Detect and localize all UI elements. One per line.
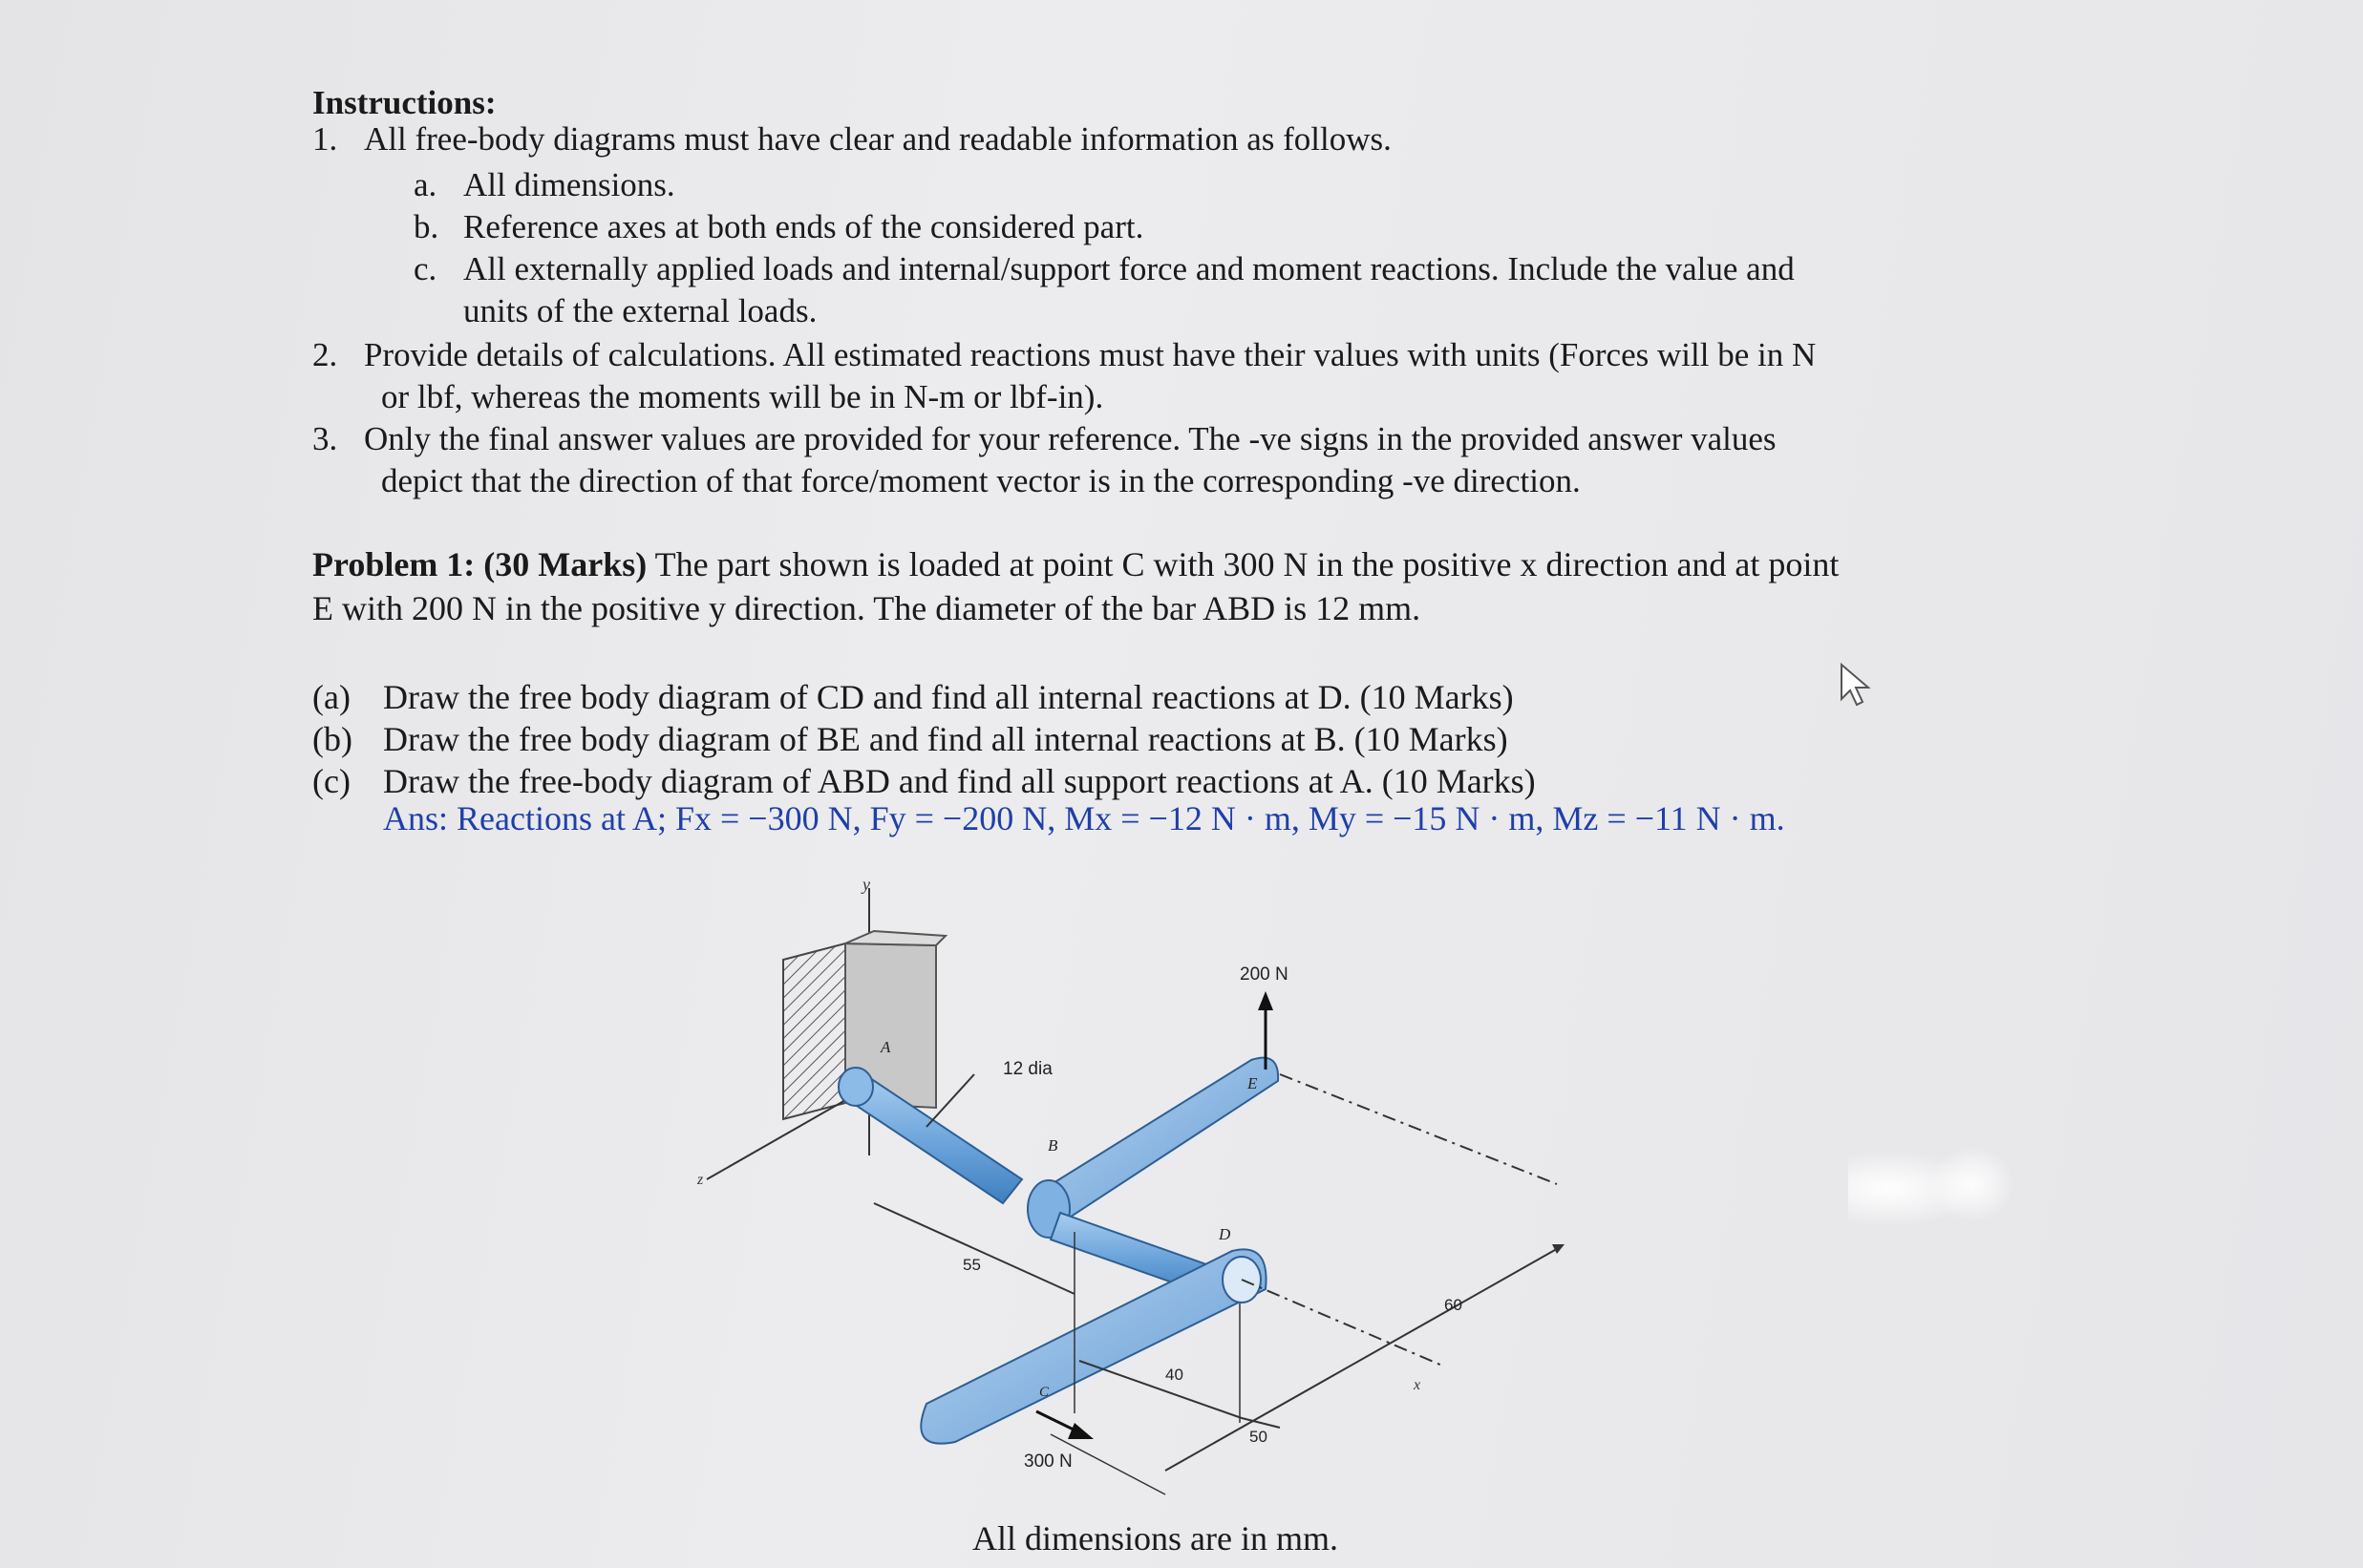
instruction-item-3-cont: depict that the direction of that force/moment vector is in the corresponding -ve direction. [381,462,1581,499]
problem-statement [312,542,2003,630]
x-axis-line [1242,1280,1442,1366]
y-axis-label: y [862,875,870,894]
dim-60-arrowhead [1552,1244,1565,1254]
instruction-item-1: 1. All free-body diagrams must have clear and readable information as follows. [312,120,1392,158]
instruction-item-2-cont: or lbf, whereas the moments will be in N-m or lbf-in). [381,378,1104,415]
arm-cd [921,1249,1266,1443]
point-a-label: A [881,1038,891,1056]
instruction-subitem-b: b. Reference axes at both ends of the considered part. [414,208,1144,245]
problem-line-2: E with 200 N in the positive y direction. The diameter of the bar ABD is 12 mm. [312,589,1421,627]
dim-55-label: 55 [963,1256,981,1274]
diameter-label: 12 dia [1003,1059,1053,1079]
question-a: (a) Draw the free body diagram of CD and find all internal reactions at D. (10 Marks) [312,678,1514,716]
arm-be [1036,1058,1278,1222]
dim-40-line [1079,1361,1242,1418]
figure-caption: All dimensions are in mm. [972,1519,1338,1557]
instruction-item-2: 2. Provide details of calculations. All estimated reactions must have their values with units (Forces will be in N [312,336,1817,373]
instructions-title: Instructions: [312,84,497,121]
dim-50-line [1242,1418,1280,1428]
wall-hatch [783,943,845,1119]
instruction-subitem-c-cont: units of the external loads. [463,292,818,329]
point-d-label: D [1219,1225,1231,1243]
point-c-label: C [1039,1385,1050,1400]
dim-50-label: 50 [1249,1428,1267,1446]
problem-heading: Problem 1: (30 Marks) [312,545,648,583]
centerline-e [1280,1074,1557,1184]
instruction-item-3: 3. Only the final answer values are provided for your reference. The -ve signs in the provided answer values [312,420,1777,457]
point-e-label: E [1247,1074,1258,1092]
x-axis-label: x [1414,1377,1421,1393]
load-c-arrowhead [1068,1423,1094,1439]
instruction-subitem-a: a. All dimensions. [414,166,675,203]
cursor-icon [1838,661,1876,709]
point-b-label: B [1048,1136,1058,1155]
z-axis-label: z [697,1172,704,1188]
question-c: (c) Draw the free-body diagram of ABD and find all support reactions at A. (10 Marks) [312,762,1536,800]
light-glare-2 [1929,1146,2015,1222]
problem-line-1: The part shown is loaded at point C with 300 N in the positive x direction and at point [647,545,1840,583]
wall-top [845,931,946,945]
question-b: (b) Draw the free body diagram of BE and find all internal reactions at B. (10 Marks) [312,720,1508,758]
shaft-end-a [839,1068,873,1106]
load-e-arrowhead [1258,991,1273,1010]
dim-40-label: 40 [1165,1366,1183,1384]
mechanical-part-figure [669,869,1624,1518]
instruction-subitem-c: c. All externally applied loads and internal/support force and moment reactions. Include the value and [414,250,1795,287]
dim-60-label: 60 [1444,1296,1462,1314]
load-c-label: 300 N [1024,1451,1073,1472]
answer-line: Ans: Reactions at A; Fx = −300 N, Fy = −200 N, Mx = −12 N · m, My = −15 N · m, Mz = −11 N · m. [383,799,1785,837]
load-e-label: 200 N [1240,964,1288,985]
